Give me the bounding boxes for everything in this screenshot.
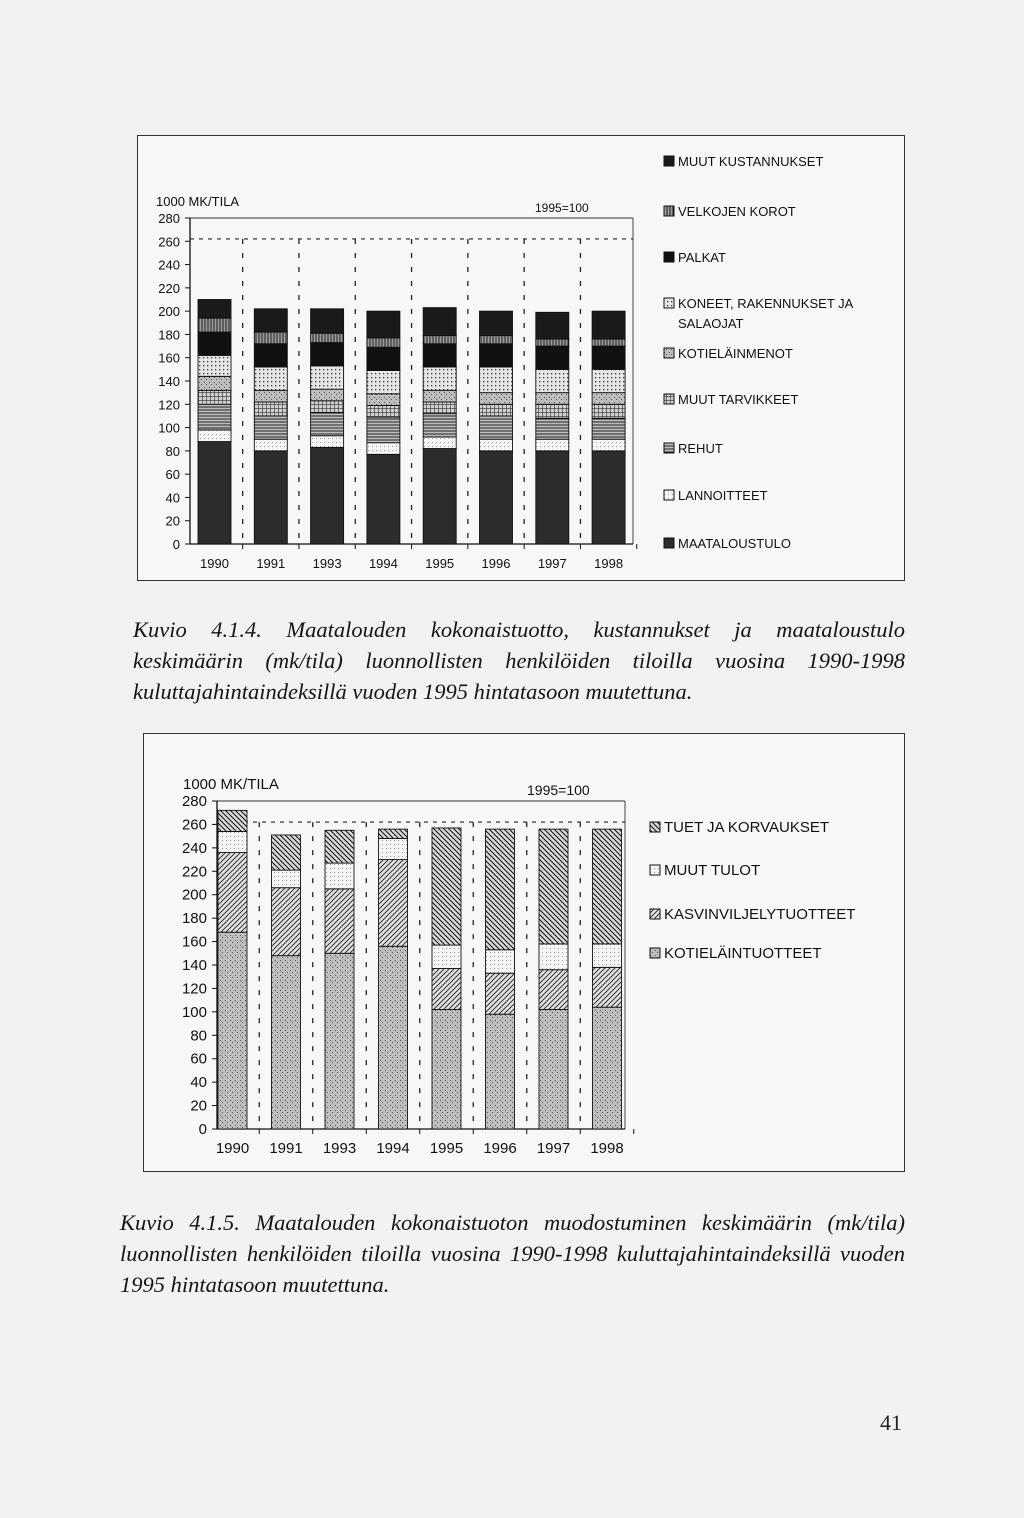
chart-costs-income xyxy=(137,135,905,581)
legend-label-lannoitteet: LANNOITTEET xyxy=(678,488,768,503)
bar-segment-maataloustulo-1995 xyxy=(423,449,456,544)
bar-segment-muut-tulot-1990 xyxy=(218,831,247,852)
bar-segment-kasvinviljelytuotteet-1995 xyxy=(432,969,461,1010)
bar-segment-maataloustulo-1996 xyxy=(480,451,513,544)
y-tick-label: 220 xyxy=(181,863,207,881)
bar-segment-kotielainmenot-1991 xyxy=(254,390,287,402)
bar-segment-muut-tulot-1996 xyxy=(486,950,515,973)
y-tick-label: 240 xyxy=(181,839,207,857)
legend-label-kotielainmenot: KOTIELÄINMENOT xyxy=(678,346,793,361)
bar-segment-kasvinviljelytuotteet-1993 xyxy=(325,889,354,953)
y-tick-label: 160 xyxy=(181,933,207,951)
bar-segment-kasvinviljelytuotteet-1998 xyxy=(593,967,622,1007)
y-tick-label: 260 xyxy=(181,816,207,834)
x-tick-label: 1991 xyxy=(256,556,286,571)
bar-segment-velkojen-korot-1996 xyxy=(480,336,513,344)
bar-segment-palkat-1995 xyxy=(423,344,456,367)
legend-swatch-tuet-ja-korvaukset xyxy=(650,822,660,832)
y-tick-label: 280 xyxy=(158,211,180,226)
bar-segment-tuet-ja-korvaukset-1998 xyxy=(593,829,622,944)
legend-label-koneet-rakennukset-ja-salaojat: KONEET, RAKENNUKSET JA xyxy=(678,296,854,311)
bar-segment-velkojen-korot-1998 xyxy=(592,339,625,346)
y-tick-label: 0 xyxy=(198,1121,207,1138)
legend-swatch-velkojen-korot xyxy=(664,206,674,216)
bar-segment-koneet-rakennukset-ja-salaojat-1990 xyxy=(198,355,231,376)
legend-label-kotielaintuotteet: KOTIELÄINTUOTTEET xyxy=(664,945,822,962)
y-tick-label: 60 xyxy=(165,467,180,483)
bar-segment-koneet-rakennukset-ja-salaojat-1995 xyxy=(423,367,456,390)
legend-label-rehut: REHUT xyxy=(678,441,723,456)
x-tick-label: 1996 xyxy=(481,556,511,571)
bar-segment-kotielainmenot-1995 xyxy=(423,390,456,402)
y-tick-label: 100 xyxy=(181,1003,207,1021)
y-tick-label: 220 xyxy=(158,280,180,296)
bar-segment-muut-tulot-1993 xyxy=(325,863,354,889)
bar-segment-tuet-ja-korvaukset-1990 xyxy=(218,810,247,831)
bar-segment-lannoitteet-1994 xyxy=(367,443,400,455)
bar-segment-tuet-ja-korvaukset-1993 xyxy=(325,830,354,863)
x-tick-label: 1996 xyxy=(483,1140,517,1157)
reference-label: 1995=100 xyxy=(535,201,589,215)
bar-segment-maataloustulo-1993 xyxy=(311,447,344,544)
bar-segment-velkojen-korot-1995 xyxy=(423,336,456,344)
y-tick-label: 160 xyxy=(158,350,180,366)
y-tick-label: 200 xyxy=(158,304,180,320)
bar-segment-rehut-1994 xyxy=(367,417,400,443)
bar-segment-maataloustulo-1997 xyxy=(536,451,569,544)
reference-label: 1995=100 xyxy=(527,782,590,798)
bar-segment-velkojen-korot-1997 xyxy=(536,339,569,346)
y-tick-label: 120 xyxy=(158,397,180,413)
bar-segment-lannoitteet-1997 xyxy=(536,439,569,451)
x-tick-label: 1994 xyxy=(368,556,398,571)
y-tick-label: 40 xyxy=(190,1074,207,1092)
bar-segment-muut-kustannukset-1990 xyxy=(198,300,231,319)
bar-segment-muut-kustannukset-1994 xyxy=(367,311,400,338)
bar-segment-koneet-rakennukset-ja-salaojat-1998 xyxy=(592,369,625,392)
x-tick-label: 1995 xyxy=(429,1140,464,1157)
bar-segment-lannoitteet-1991 xyxy=(254,439,287,451)
bar-segment-kotielainmenot-1996 xyxy=(480,393,513,405)
y-tick-label: 180 xyxy=(181,910,207,928)
bar-segment-palkat-1998 xyxy=(592,346,625,369)
bar-segment-muut-tarvikkeet-1993 xyxy=(311,401,344,413)
bar-segment-tuet-ja-korvaukset-1997 xyxy=(539,829,568,944)
bar-segment-palkat-1993 xyxy=(311,343,344,366)
bar-segment-kasvinviljelytuotteet-1994 xyxy=(379,860,408,947)
y-tick-label: 140 xyxy=(158,374,180,389)
chart1-svg xyxy=(138,136,904,580)
legend-label-muut-kustannukset: MUUT KUSTANNUKSET xyxy=(678,154,824,169)
bar-segment-muut-kustannukset-1995 xyxy=(423,308,456,336)
legend-label-tuet-ja-korvaukset: TUET JA KORVAUKSET xyxy=(664,819,830,836)
bar-segment-maataloustulo-1991 xyxy=(254,451,287,544)
x-tick-label: 1990 xyxy=(215,1140,250,1157)
bar-segment-kotielainmenot-1997 xyxy=(536,393,569,405)
bar-segment-kotielaintuotteet-1994 xyxy=(379,946,408,1129)
bar-segment-rehut-1991 xyxy=(254,416,287,439)
y-tick-label: 120 xyxy=(181,980,207,998)
bar-segment-palkat-1996 xyxy=(480,344,513,367)
page-number: 41 xyxy=(880,1410,902,1435)
x-tick-label: 1990 xyxy=(200,556,229,571)
legend-swatch-kotielainmenot xyxy=(664,348,674,358)
y-tick-label: 60 xyxy=(190,1050,207,1068)
x-tick-label: 1998 xyxy=(594,556,624,571)
bar-segment-kotielainmenot-1990 xyxy=(198,376,231,390)
bar-segment-tuet-ja-korvaukset-1996 xyxy=(486,829,515,950)
chart2-svg xyxy=(144,734,904,1171)
bar-segment-kotielainmenot-1993 xyxy=(311,389,344,401)
bar-segment-maataloustulo-1994 xyxy=(367,454,400,544)
y-tick-label: 140 xyxy=(181,957,207,974)
x-tick-label: 1993 xyxy=(322,1140,357,1157)
bar-segment-muut-tarvikkeet-1991 xyxy=(254,402,287,416)
bar-segment-koneet-rakennukset-ja-salaojat-1993 xyxy=(311,366,344,389)
bar-segment-muut-kustannukset-1998 xyxy=(592,311,625,339)
bar-segment-tuet-ja-korvaukset-1991 xyxy=(272,835,301,870)
legend-swatch-muut-kustannukset xyxy=(664,156,674,166)
bar-segment-lannoitteet-1995 xyxy=(423,437,456,449)
y-tick-label: 40 xyxy=(165,490,180,506)
bar-segment-lannoitteet-1998 xyxy=(592,439,625,451)
bar-segment-muut-tulot-1991 xyxy=(272,870,301,888)
bar-segment-kasvinviljelytuotteet-1991 xyxy=(272,888,301,956)
y-tick-label: 80 xyxy=(165,443,180,459)
bar-segment-kotielainmenot-1994 xyxy=(367,394,400,406)
bar-segment-lannoitteet-1993 xyxy=(311,436,344,448)
bar-segment-kotielaintuotteet-1991 xyxy=(272,956,301,1129)
x-tick-label: 1994 xyxy=(376,1140,410,1157)
y-tick-label: 0 xyxy=(172,537,180,552)
legend-label-koneet-rakennukset-ja-salaojat: SALAOJAT xyxy=(678,316,744,331)
bar-segment-muut-tarvikkeet-1994 xyxy=(367,405,400,417)
unit-label: 1000 MK/TILA xyxy=(183,776,279,793)
bar-segment-muut-kustannukset-1997 xyxy=(536,312,569,339)
bar-segment-lannoitteet-1996 xyxy=(480,439,513,451)
bar-segment-tuet-ja-korvaukset-1995 xyxy=(432,828,461,945)
bar-segment-kasvinviljelytuotteet-1996 xyxy=(486,973,515,1014)
bar-segment-maataloustulo-1998 xyxy=(592,451,625,544)
y-tick-label: 100 xyxy=(158,420,180,436)
x-tick-label: 1997 xyxy=(536,1140,571,1157)
bar-segment-kotielaintuotteet-1995 xyxy=(432,1010,461,1129)
y-tick-label: 280 xyxy=(181,793,207,810)
bar-segment-kotielaintuotteet-1998 xyxy=(593,1007,622,1129)
figure-caption-2: Kuvio 4.1.5. Maatalouden kokonaistuoton muodostuminen keskimäärin (mk/tila) luonnollisten henkilöiden tiloilla vuosina 1990-1998 kuluttajahintaindeksillä vuoden 1995 hintatasoon muutettuna. xyxy=(120,1210,905,1297)
bar-segment-velkojen-korot-1993 xyxy=(311,333,344,342)
legend-swatch-palkat xyxy=(664,252,674,262)
bar-segment-palkat-1990 xyxy=(198,332,231,355)
x-tick-label: 1998 xyxy=(590,1140,624,1157)
bar-segment-kotielaintuotteet-1997 xyxy=(539,1010,568,1129)
bar-segment-muut-tulot-1994 xyxy=(379,838,408,859)
bar-segment-velkojen-korot-1994 xyxy=(367,338,400,347)
bar-segment-muut-kustannukset-1991 xyxy=(254,309,287,332)
bar-segment-rehut-1996 xyxy=(480,416,513,439)
legend-label-muut-tulot: MUUT TULOT xyxy=(664,862,761,879)
y-tick-label: 80 xyxy=(190,1027,207,1045)
bar-segment-kotielaintuotteet-1993 xyxy=(325,953,354,1129)
y-tick-label: 260 xyxy=(158,234,180,250)
bar-segment-muut-tulot-1995 xyxy=(432,945,461,968)
bar-segment-palkat-1994 xyxy=(367,347,400,370)
y-tick-label: 240 xyxy=(158,257,180,273)
legend-swatch-muut-tarvikkeet xyxy=(664,394,674,404)
bar-segment-muut-kustannukset-1996 xyxy=(480,311,513,335)
bar-segment-rehut-1995 xyxy=(423,414,456,437)
bar-segment-muut-tarvikkeet-1997 xyxy=(536,404,569,418)
bar-segment-muut-tarvikkeet-1996 xyxy=(480,404,513,416)
bar-segment-velkojen-korot-1990 xyxy=(198,318,231,332)
bar-segment-rehut-1997 xyxy=(536,418,569,439)
bar-segment-koneet-rakennukset-ja-salaojat-1991 xyxy=(254,367,287,390)
legend-label-velkojen-korot: VELKOJEN KOROT xyxy=(678,204,796,219)
legend-label-kasvinviljelytuotteet: KASVINVILJELYTUOTTEET xyxy=(664,906,856,923)
x-tick-label: 1995 xyxy=(425,556,455,571)
bar-segment-koneet-rakennukset-ja-salaojat-1997 xyxy=(536,369,569,392)
bar-segment-velkojen-korot-1991 xyxy=(254,332,287,344)
legend-label-palkat: PALKAT xyxy=(678,250,726,265)
y-tick-label: 200 xyxy=(181,886,207,904)
bar-segment-rehut-1990 xyxy=(198,404,231,430)
y-tick-label: 180 xyxy=(158,327,180,343)
bar-segment-kotielaintuotteet-1996 xyxy=(486,1014,515,1129)
legend-swatch-rehut xyxy=(664,443,674,453)
legend-swatch-kotielaintuotteet xyxy=(650,948,660,958)
bar-segment-lannoitteet-1990 xyxy=(198,430,231,442)
bar-segment-muut-tarvikkeet-1998 xyxy=(592,404,625,418)
bar-segment-muut-tulot-1998 xyxy=(593,944,622,967)
legend-label-maataloustulo: MAATALOUSTULO xyxy=(678,536,791,551)
chart-revenue-sources xyxy=(143,733,905,1172)
y-tick-label: 20 xyxy=(190,1097,207,1115)
legend-swatch-maataloustulo xyxy=(664,538,674,548)
x-tick-label: 1997 xyxy=(537,556,567,571)
x-tick-label: 1991 xyxy=(269,1140,303,1157)
legend-swatch-lannoitteet xyxy=(664,490,674,500)
bar-segment-rehut-1993 xyxy=(311,412,344,435)
bar-segment-muut-tarvikkeet-1990 xyxy=(198,390,231,404)
bar-segment-muut-tulot-1997 xyxy=(539,944,568,970)
bar-segment-koneet-rakennukset-ja-salaojat-1996 xyxy=(480,367,513,393)
x-tick-label: 1993 xyxy=(312,556,342,571)
bar-segment-maataloustulo-1990 xyxy=(198,442,231,544)
bar-segment-kasvinviljelytuotteet-1997 xyxy=(539,970,568,1010)
legend-swatch-muut-tulot xyxy=(650,865,660,875)
bar-segment-kasvinviljelytuotteet-1990 xyxy=(218,853,247,933)
y-tick-label: 20 xyxy=(165,513,180,529)
legend-label-muut-tarvikkeet: MUUT TARVIKKEET xyxy=(678,392,799,407)
bar-segment-muut-kustannukset-1993 xyxy=(311,309,344,333)
legend-swatch-kasvinviljelytuotteet xyxy=(650,909,660,919)
figure-caption-1: Kuvio 4.1.4. Maatalouden kokonaistuotto, kustannukset ja maataloustulo keskimäärin (mk/tila) luonnollisten henkilöiden tiloilla vuosina 1990-1998 kuluttajahintaindeksillä vuoden 1995 hintatasoon muutettuna. xyxy=(133,617,905,704)
bar-segment-kotielaintuotteet-1990 xyxy=(218,932,247,1129)
legend-swatch-koneet-rakennukset-ja-salaojat xyxy=(664,298,674,308)
bar-segment-palkat-1997 xyxy=(536,346,569,369)
bar-segment-rehut-1998 xyxy=(592,418,625,439)
unit-label: 1000 MK/TILA xyxy=(156,194,240,209)
bar-segment-kotielainmenot-1998 xyxy=(592,393,625,405)
bar-segment-muut-tarvikkeet-1995 xyxy=(423,402,456,414)
bar-segment-koneet-rakennukset-ja-salaojat-1994 xyxy=(367,371,400,394)
bar-segment-palkat-1991 xyxy=(254,344,287,367)
bar-segment-tuet-ja-korvaukset-1994 xyxy=(379,829,408,838)
